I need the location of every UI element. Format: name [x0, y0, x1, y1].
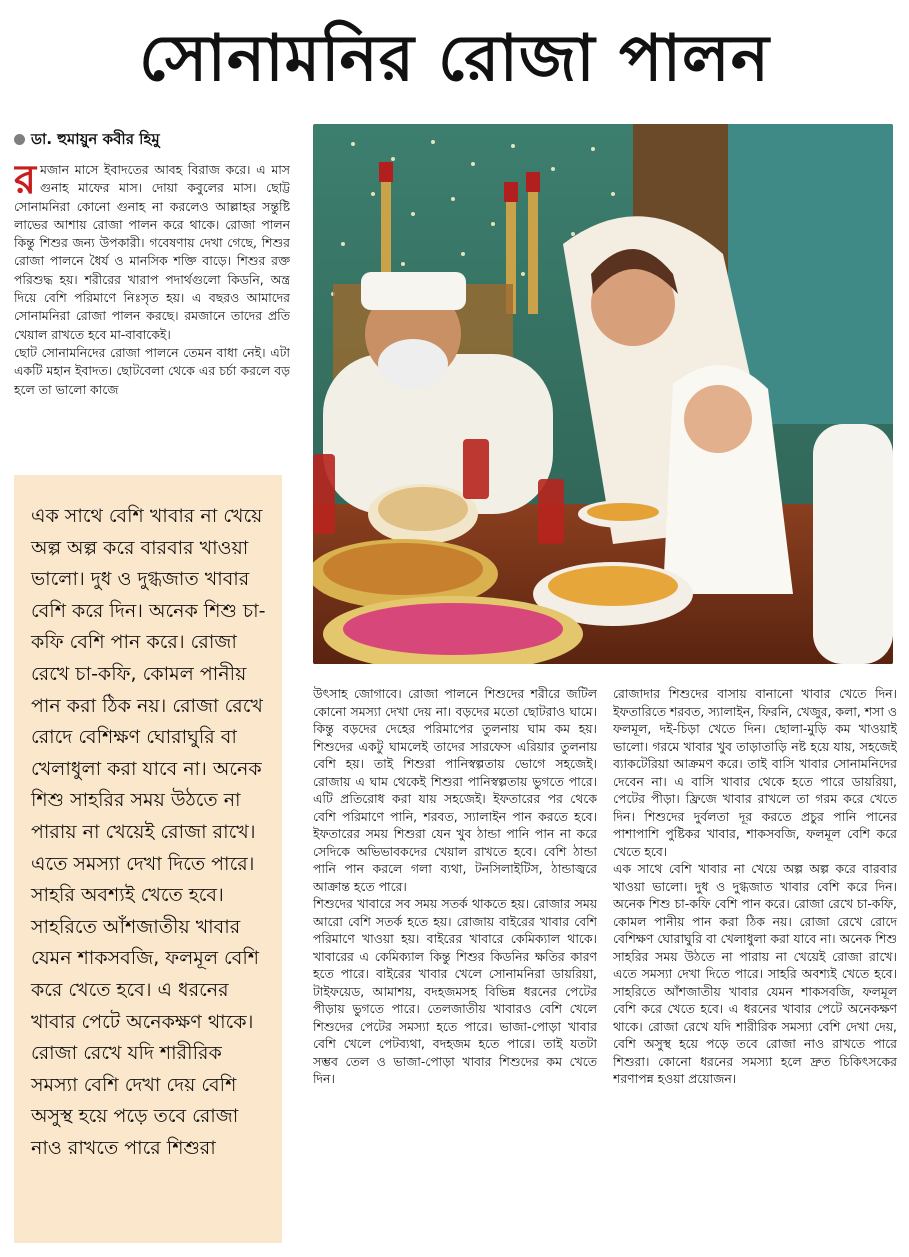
- drop-cap: র: [14, 161, 37, 203]
- byline: [14, 128, 304, 153]
- bullet-dot-icon: [14, 134, 25, 145]
- column-2-paragraph-1: রোজাদার শিশুদের বাসায় বানানো খাবার খেতে দিন। ইফতারিতে শরবত, স্যালাইন, ফিরনি, খেজুর, কলা, শসা ও ফলমূল, দই-চিড়া খেতে দিন। ছোলা-মুড়ি কম খাওয়াই ভালো। গরমে খাবার খুব তাড়াতাড়ি নষ্ট হয়ে যায়, সহজেই ব্যাকটেরিয়া আক্রমণ করে। তাই বাসি খাবার সোনামনিদের দেবেন না। এ বাসি খাবার থেকে হতে পারে ডায়রিয়া, পেটের পীড়া। ফ্রিজে খাবার রাখলে তা গরম করে খেতে দিন। শিশুদের দুর্বলতা দূর করতে প্রচুর পানি পানের পাশাপাশি পুষ্টিকর খাবার, শাকসবজি, ফলমূল বেশি করে খেতে হবে।: [613, 686, 897, 859]
- highlight-text: এক সাথে বেশি খাবার না খেয়ে অল্প অল্প করে বারবার খাওয়া ভালো। দুধ ও দুগ্ধজাত খাবার বেশি করে দিন। অনেক শিশু চা-কফি বেশি পান করে। রোজা রেখে চা-কফি, কোমল পানীয় পান করা ঠিক নয়। রোজা রেখে রোদে বেশিক্ষণ ঘোরাঘুরি বা খেলাধুলা করা যাবে না। অনেক শিশু সাহরির সময় উঠতে না পারায় না খেয়েই রোজা রাখে। এতে সমস্যা দেখা দিতে পারে। সাহরি অবশ্যই খেতে হবে। সাহরিতে আঁশজাতীয় খাবার যেমন শাকসবজি, ফলমূল বেশি করে খেতে হবে। এ ধরনের খাবার পেটে অনেকক্ষণ থাকে। রোজা রেখে যদি শারীরিক সমস্যা বেশি দেখা দেয় বেশি অসুস্থ হয়ে পড়ে তবে রোজা নাও রাখতে পারে শিশুরা: [31, 505, 266, 1159]
- intro-paragraph-1: মজান মাসে ইবাদতের আবহ বিরাজ করে। এ মাস গুনাহ মাফের মাস। দোয়া কবুলের মাস। ছোট্ট সোনামনিরা কোনো গুনাহ না করলেও আল্লাহর সন্তুষ্টি লাভের আশায় রোজা পালন করে থাকে। রোজা পালন কিন্তু শিশুর জন্য উপকারী। গবেষণায় দেখা গেছে, শিশুর রোজা পালনে ধৈর্য ও মানসিক শক্তি বাড়ে। শিশুর রক্ত পরিশুদ্ধ হয়। শরীরের খারাপ পদার্থগুলো কিডনি, অন্ত্র দিয়ে বেশি পরিমাণে নিঃসৃত হয়। এ বছরও আমাদের সোনামনিরা রোজা পালন করছে। রমজানে তাদের প্রতি খেয়াল রাখতে হবে মা-বাবাকেই।: [14, 162, 290, 342]
- intro-text: [14, 161, 290, 461]
- iftar-family-photo: [313, 124, 893, 664]
- column-1-paragraph-2: শিশুদের খাবারে সব সময় সতর্ক থাকতে হয়। রোজার সময় আরো বেশি সতর্ক হতে হয়। রোজায় বাইরের খাবার বেশি পরিমাণে খাওয়া হয়। বাইরের খাবারে কেমিক্যাল থাকে। খাবারের এ কেমিক্যাল কিন্তু শিশুর কিডনির ক্ষতির কারণ হতে পারে। বাইরের খাবার খেলে সোনামনিরা ডায়রিয়া, টাইফয়েড, আমাশয়, বদহজমসহ বিভিন্ন ধরনের পেটের পীড়ায় ভুগতে পারে। তেলজাতীয় খাবারও বেশি খেলে শিশুদের পেটের সমস্যা হতে পারে। ভাজা-পোড়া খাবার বেশি খেলে পেটব্যথা, বদহজম হতে পারে। তাই যতটা সম্ভব তেল ও ভাজা-পোড়া খাবার শিশুদের কম খেতে দিন।: [313, 896, 597, 1086]
- article-column-1: [313, 685, 597, 1245]
- article-column-2: [613, 685, 897, 1245]
- column-2-paragraph-2: এক সাথে বেশি খাবার না খেয়ে অল্প অল্প করে বারবার খাওয়া ভালো। দুধ ও দুগ্ধজাত খাবার বেশি করে দিন। অনেক শিশু চা-কফি বেশি পান করে। রোজা রেখে চা-কফি, কোমল পানীয় পান করা ঠিক নয়। রোজা রেখে রোদে বেশিক্ষণ ঘোরাঘুরি বা খেলাধুলা করা যাবে না। অনেক শিশু সাহরির সময় উঠতে না পারায় না খেয়েই রোজা রাখে। এতে সমস্যা দেখা দিতে পারে। সাহরি অবশ্যই খেতে হবে। সাহরিতে আঁশজাতীয় খাবার যেমন শাকসবজি, ফলমূল বেশি করে খেতে হবে। এ ধরনের খাবার পেটে অনেকক্ষণ থাকে। রোজা রেখে যদি শারীরিক সমস্যা বেশি দেখা দেয়, বেশি অসুস্থ হয়ে পড়ে তবে রোজা নাও রাখতে পারে শিশুরা। কোনো ধরনের সমস্যা হলে দ্রুত চিকিৎসকের শরণাপন্ন হওয়া প্রয়োজন।: [613, 861, 897, 1086]
- author-name: ডা. হুমায়ুন কবীর হিমু: [31, 130, 160, 148]
- headline: সোনামনির রোজা পালন: [139, 22, 770, 96]
- column-1-paragraph-1: উৎসাহ জোগাবে। রোজা পালনে শিশুদের শরীরে জটিল কোনো সমস্যা দেখা দেয় না। বড়দের মতো ছোটরাও ঘামে। কিন্তু বড়দের দেহের পরিমাপের তুলনায় ঘাম কম হয়। শিশুদের একটু ঘামলেই তাদের সারফেস এরিয়ার তুলনায় বেশি হয়। তাই শিশুরা পানিস্বল্পতায় ভোগে সহজেই। রোজায় এ ঘাম থেকেই শিশুরা পানিস্বল্পতায় ভুগতে পারে। এটি প্রতিরোধ করা যায় সহজেই। ইফতারের পর থেকে বেশি পরিমাণে পানি, শরবত, স্যালাইন পান করতে হবে। ইফতারের সময় শিশুরা যেন খুব ঠান্ডা পানি পান না করে সেদিকে অভিভাবকদের খেয়াল রাখতে হবে। বেশি ঠান্ডা পানি পান করলে গলা ব্যথা, টনসিলাইটিস, ঠান্ডাজ্বরে আক্রান্ত হতে পারে।: [313, 686, 597, 894]
- intro-paragraph-2: ছোট সোনামনিদের রোজা পালনে তেমন বাধা নেই। এটা একটি মহান ইবাদত। ছোটবেলা থেকে এর চর্চা করলে বড় হলে তা ভালো কাজে: [14, 344, 290, 397]
- highlight-box: [14, 475, 282, 1243]
